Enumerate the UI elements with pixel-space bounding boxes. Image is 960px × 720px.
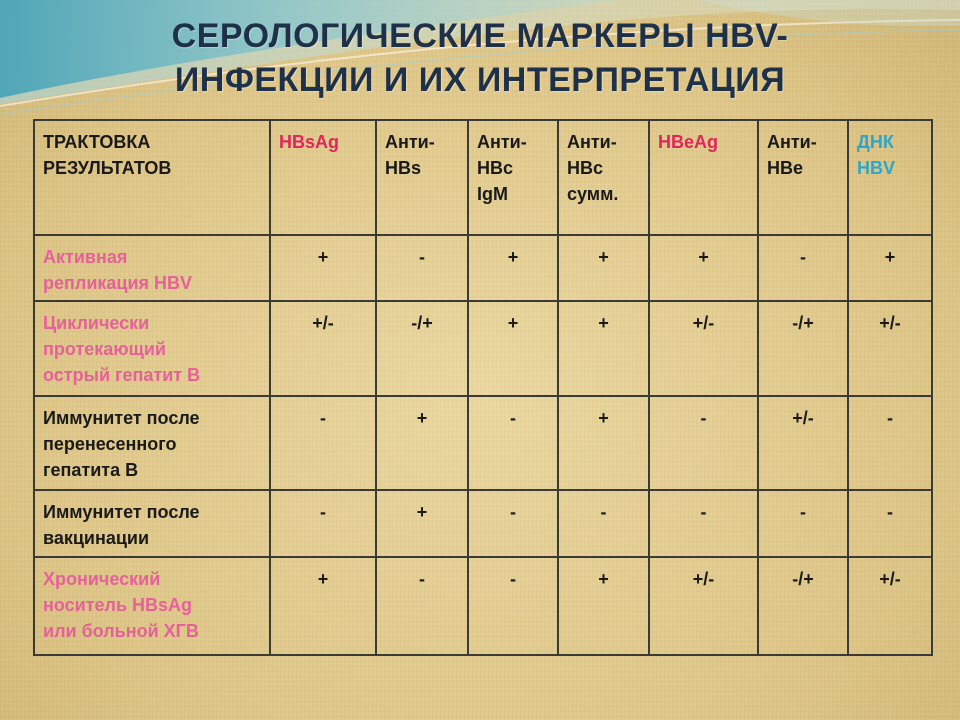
header-line: Анти-: [767, 132, 817, 152]
marker-value-cell: -: [649, 490, 758, 557]
header-line: HBV: [857, 158, 896, 178]
row-post-infection-immunity: [34, 396, 932, 490]
marker-value-cell: +: [649, 235, 758, 301]
row-label-line: острый гепатит В: [43, 365, 201, 385]
header-interpretation: [34, 120, 270, 235]
marker-value-cell: -/+: [758, 557, 848, 655]
row-label: [34, 396, 270, 490]
marker-value-cell: -: [758, 490, 848, 557]
marker-value-cell: +/-: [848, 301, 932, 396]
row-label-line: Циклически: [43, 313, 150, 333]
row-label-line: Иммунитет после: [43, 408, 200, 428]
marker-value-cell: +: [468, 235, 558, 301]
row-active-replication: [34, 235, 932, 301]
row-label-line: Активная: [43, 247, 128, 267]
marker-value-cell: -: [376, 557, 468, 655]
header-line: сумм.: [567, 184, 619, 204]
marker-value-cell: -: [270, 490, 376, 557]
marker-value-cell: -/+: [758, 301, 848, 396]
marker-value-cell: +: [558, 557, 649, 655]
marker-value-cell: +: [558, 301, 649, 396]
marker-value-cell: -: [558, 490, 649, 557]
marker-value-cell: -: [468, 490, 558, 557]
header-line: HBc: [567, 158, 604, 178]
marker-value-cell: +: [558, 396, 649, 490]
marker-value-cell: +/-: [270, 301, 376, 396]
marker-value-cell: -: [848, 396, 932, 490]
header-interpretation-line: РЕЗУЛЬТАТОВ: [43, 158, 172, 178]
marker-value-cell: +/-: [649, 557, 758, 655]
marker-value-cell: -: [468, 557, 558, 655]
marker-value-cell: -: [758, 235, 848, 301]
row-acute-hepatitis: [34, 301, 932, 396]
marker-value-cell: -: [848, 490, 932, 557]
header-row: [34, 120, 932, 235]
title-line-1: СЕРОЛОГИЧЕСКИЕ МАРКЕРЫ HBV-: [171, 17, 789, 55]
row-label-line: Иммунитет после: [43, 502, 200, 522]
marker-value-cell: -/+: [376, 301, 468, 396]
header-line: HBsAg: [279, 132, 340, 152]
marker-value-cell: +/-: [758, 396, 848, 490]
marker-value-cell: +: [468, 301, 558, 396]
row-label-line: или больной ХГВ: [43, 621, 199, 641]
slide-title: [0, 14, 960, 102]
row-label-line: перенесенного: [43, 434, 177, 454]
row-label-line: носитель HBsAg: [43, 595, 193, 615]
header-anti-hbc-igm: [468, 120, 558, 235]
header-anti-hbc-total: [558, 120, 649, 235]
row-label: [34, 301, 270, 396]
header-hbeag: [649, 120, 758, 235]
title-line-2: ИНФЕКЦИИ И ИХ ИНТЕРПРЕТАЦИЯ: [174, 61, 786, 99]
header-line: ДНК: [857, 132, 894, 152]
row-label: [34, 235, 270, 301]
marker-value-cell: +: [270, 235, 376, 301]
header-dna-hbv: [848, 120, 932, 235]
marker-value-cell: +: [270, 557, 376, 655]
marker-value-cell: -: [649, 396, 758, 490]
row-label-line: Хронический: [43, 569, 161, 589]
marker-value-cell: -: [468, 396, 558, 490]
table-body: [34, 120, 932, 655]
row-label: [34, 490, 270, 557]
markers-table: [33, 119, 933, 656]
header-line: Анти-: [567, 132, 617, 152]
header-line: IgM: [477, 184, 508, 204]
row-label-line: вакцинации: [43, 528, 150, 548]
row-label: [34, 557, 270, 655]
header-line: Анти-: [477, 132, 527, 152]
row-vaccination-immunity: [34, 490, 932, 557]
marker-value-cell: +: [376, 490, 468, 557]
marker-value-cell: +: [558, 235, 649, 301]
marker-value-cell: +/-: [848, 557, 932, 655]
header-interpretation-line: ТРАКТОВКА: [43, 132, 151, 152]
header-line: HBs: [385, 158, 422, 178]
row-label-line: гепатита В: [43, 460, 139, 480]
header-line: HBeAg: [658, 132, 719, 152]
row-label-line: репликация HBV: [43, 273, 193, 293]
header-hbsag: [270, 120, 376, 235]
header-line: HBe: [767, 158, 804, 178]
markers-table-container: [33, 119, 933, 656]
header-line: Анти-: [385, 132, 435, 152]
header-anti-hbs: [376, 120, 468, 235]
marker-value-cell: +/-: [649, 301, 758, 396]
header-line: HBc: [477, 158, 514, 178]
row-chronic-carrier: [34, 557, 932, 655]
row-label-line: протекающий: [43, 339, 166, 359]
marker-value-cell: +: [376, 396, 468, 490]
header-anti-hbe: [758, 120, 848, 235]
marker-value-cell: -: [270, 396, 376, 490]
marker-value-cell: +: [848, 235, 932, 301]
marker-value-cell: -: [376, 235, 468, 301]
